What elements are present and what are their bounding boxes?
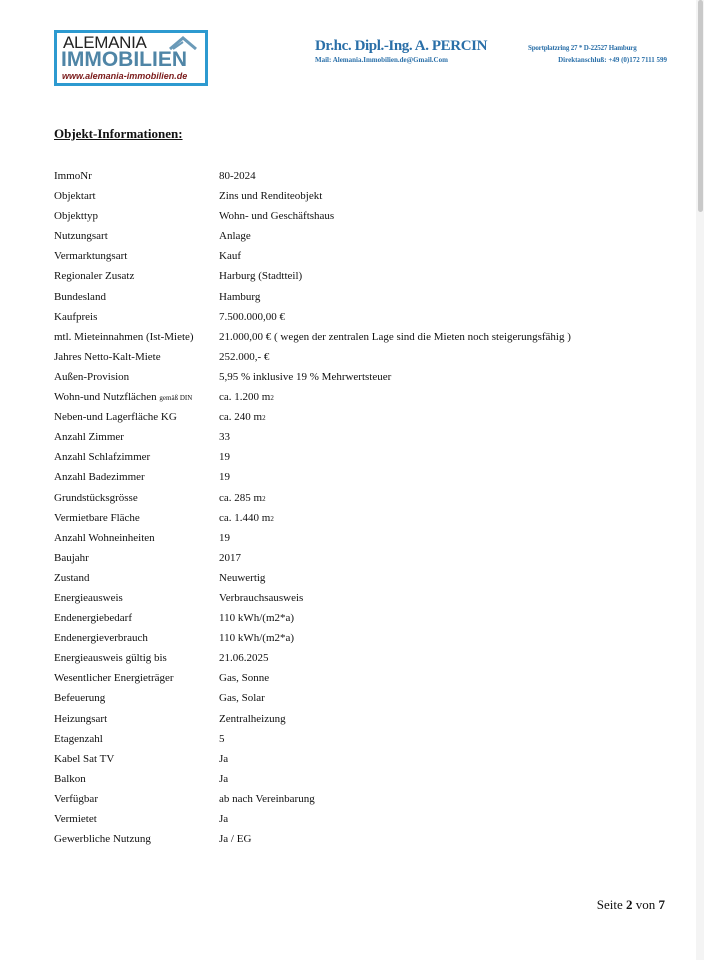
row-value: 21.06.2025 [219, 652, 269, 665]
row-value: 110 kWh/(m2*a) [219, 612, 295, 625]
info-row [54, 650, 674, 670]
info-row [54, 791, 674, 811]
row-value: Neuwertig [219, 571, 266, 584]
row-unit: 2 [262, 494, 266, 503]
row-label: Anzahl Zimmer [54, 431, 124, 444]
row-label: Nutzungsart [54, 230, 108, 243]
row-value: ab nach Vereinbarung [219, 792, 315, 805]
info-row [54, 429, 674, 449]
row-label: Vermietet [54, 813, 97, 825]
header-phone: Direktanschluß: +49 (0)172 7111 599 [558, 56, 667, 64]
logo-line1: ALEMANIA [63, 33, 147, 52]
info-row [54, 590, 674, 610]
scrollbar[interactable] [696, 0, 704, 960]
row-value: 252.000,- € [219, 350, 270, 363]
row-label: mtl. Mieteinnahmen (Ist-Miete) [54, 330, 194, 343]
row-label: Anzahl Schlafzimmer [54, 451, 151, 464]
info-row [54, 349, 674, 369]
row-unit: 2 [262, 414, 266, 423]
row-label: Vermietbare Fläche [54, 511, 140, 524]
row-label: Objekttyp [54, 210, 98, 223]
row-label: Anzahl Wohneinheiten [54, 531, 155, 544]
row-label: Wohn-und Nutzflächen gemäß DIN [54, 391, 193, 404]
info-table [54, 168, 674, 851]
row-value: 19 [219, 471, 230, 484]
row-value: Hamburg [219, 290, 261, 303]
row-label-note: gemäß DIN [159, 394, 193, 403]
row-value: ca. 1.440 m2 [219, 511, 274, 524]
header-mail: Mail: Alemania.Immobilien.de@Gmail.Com [315, 56, 448, 64]
info-row [54, 490, 674, 510]
info-row [54, 208, 674, 228]
row-value: 5 [219, 732, 225, 745]
row-label: Etagenzahl [54, 732, 103, 745]
info-row [54, 610, 674, 630]
row-label: Anzahl Badezimmer [54, 471, 145, 484]
info-row [54, 550, 674, 570]
row-label: Balkon [54, 772, 86, 785]
row-value: 80-2024 [219, 170, 256, 182]
row-label: Gewerbliche Nutzung [54, 833, 151, 846]
row-label: Endenergieverbrauch [54, 632, 148, 645]
row-value: Ja [219, 752, 229, 765]
row-value: Ja [219, 772, 229, 785]
info-row [54, 409, 674, 429]
page-middle: von [632, 897, 659, 912]
current-page: 2 [626, 897, 633, 912]
info-row [54, 369, 674, 389]
row-value: 110 kWh/(m2*a) [219, 632, 295, 645]
row-value: ca. 240 m2 [219, 411, 266, 424]
row-label: Wesentlicher Energieträger [54, 672, 174, 685]
logo-line2: IMMOBILIEN [61, 48, 187, 71]
row-label: Bundesland [54, 290, 106, 303]
info-row [54, 268, 674, 288]
row-label: Befeuerung [54, 692, 106, 705]
info-row [54, 731, 674, 751]
page-prefix: Seite [596, 897, 626, 912]
page-number [597, 897, 665, 913]
row-label: Baujahr [54, 551, 89, 564]
row-value: ca. 1.200 m2 [219, 391, 274, 404]
logo-url: www.alemania-immobilien.de [62, 71, 188, 81]
info-row [54, 289, 674, 309]
row-label: Kabel Sat TV [54, 752, 115, 765]
row-value: 19 [219, 451, 230, 464]
info-row [54, 530, 674, 550]
row-label: Zustand [54, 571, 90, 584]
row-value: Harburg (Stadtteil) [219, 270, 303, 283]
row-value: Ja / EG [219, 833, 252, 846]
info-row [54, 811, 674, 831]
row-value: 7.500.000,00 € [219, 310, 285, 323]
info-row [54, 329, 674, 349]
total-pages: 7 [658, 897, 665, 912]
section-title: Objekt-Informationen: [54, 126, 183, 141]
row-label: Heizungsart [54, 712, 108, 725]
row-label: Verfügbar [54, 792, 98, 805]
row-label: Jahres Netto-Kalt-Miete [54, 350, 161, 363]
row-value: ca. 285 m2 [219, 491, 266, 504]
row-value: 33 [219, 431, 230, 444]
row-label: Objektart [54, 190, 96, 203]
info-row [54, 510, 674, 530]
info-row [54, 389, 674, 409]
info-row [54, 469, 674, 489]
row-label: Kaufpreis [54, 310, 98, 323]
row-label: Endenergiebedarf [54, 612, 132, 625]
company-logo [54, 30, 208, 86]
row-label: Neben-und Lagerfläche KG [54, 411, 177, 424]
info-row [54, 771, 674, 791]
row-label: Energieausweis gültig bis [54, 652, 167, 665]
info-row [54, 248, 674, 268]
header-name: Dr.hc. Dipl.-Ing. A. PERCIN [315, 38, 488, 54]
info-row [54, 188, 674, 208]
row-value: Gas, Solar [219, 692, 265, 705]
row-value: Ja [219, 813, 229, 825]
row-value: Anlage [219, 230, 251, 243]
row-value: 19 [219, 531, 230, 544]
row-label: Außen-Provision [54, 370, 130, 383]
info-row [54, 168, 674, 188]
row-value: Verbrauchsausweis [219, 591, 304, 604]
info-row [54, 690, 674, 710]
row-label: Regionaler Zusatz [54, 270, 135, 283]
row-value: 21.000,00 € ( wegen der zentralen Lage sind die Mieten noch steigerungsfähig ) [219, 330, 571, 343]
row-unit: 2 [270, 394, 274, 403]
row-value: Gas, Sonne [219, 672, 270, 685]
info-row [54, 670, 674, 690]
row-unit: 2 [270, 514, 274, 523]
info-row [54, 309, 674, 329]
header-address: Sportplatzring 27 * D-22527 Hamburg [528, 44, 637, 52]
info-row [54, 570, 674, 590]
info-row [54, 751, 674, 771]
info-row [54, 831, 674, 851]
row-value: Kauf [219, 250, 241, 263]
info-row [54, 449, 674, 469]
row-label: Grundstücksgrösse [54, 491, 138, 504]
row-label: Energieausweis [54, 591, 123, 604]
info-row [54, 630, 674, 650]
scrollbar-thumb[interactable] [698, 0, 703, 212]
info-row [54, 228, 674, 248]
row-value: 2017 [219, 551, 241, 564]
info-row [54, 711, 674, 731]
row-value: Zentralheizung [219, 712, 286, 725]
row-label: Vermarktungsart [54, 250, 128, 263]
row-value: 5,95 % inklusive 19 % Mehrwertsteuer [219, 370, 392, 383]
row-value: Wohn- und Geschäftshaus [219, 210, 335, 223]
row-value: Zins und Renditeobjekt [219, 190, 323, 203]
row-label: ImmoNr [54, 170, 92, 182]
